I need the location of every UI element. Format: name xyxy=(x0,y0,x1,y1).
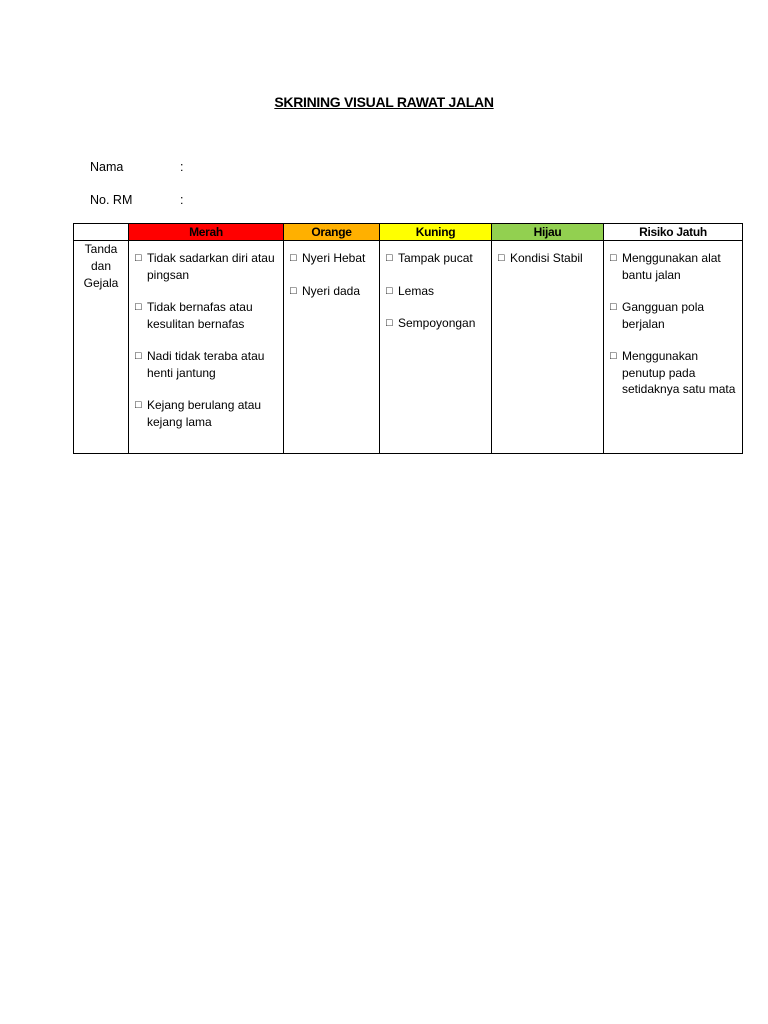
checklist-item xyxy=(610,250,736,283)
header-merah: Merah xyxy=(129,224,284,241)
checkbox-icon[interactable]: □ xyxy=(290,284,297,297)
no-rm-label: No. RM xyxy=(90,193,133,207)
checklist-item xyxy=(610,348,736,398)
checklist-item xyxy=(135,348,277,381)
header-kuning: Kuning xyxy=(380,224,492,241)
cell-orange xyxy=(284,241,380,454)
nama-label: Nama xyxy=(90,160,124,174)
checklist-item xyxy=(498,250,597,267)
checkbox-icon[interactable]: □ xyxy=(135,301,142,313)
checklist-item-label: Gangguan pola berjalan xyxy=(622,300,705,331)
checkbox-icon[interactable]: □ xyxy=(290,252,297,264)
checklist-item xyxy=(610,299,736,332)
no-rm-colon: : xyxy=(180,193,184,207)
checklist-item xyxy=(386,250,485,267)
checklist-item-label: Kondisi Stabil xyxy=(510,251,583,265)
header-orange: Orange xyxy=(284,224,380,241)
checklist-item xyxy=(135,299,277,332)
cell-hijau xyxy=(492,241,604,454)
document-title: SKRINING VISUAL RAWAT JALAN xyxy=(274,94,494,110)
checkbox-icon[interactable]: □ xyxy=(610,301,617,313)
checkbox-icon[interactable]: □ xyxy=(135,350,142,362)
checkbox-icon[interactable]: □ xyxy=(610,350,617,362)
row-label-line: Tanda xyxy=(84,242,118,256)
checklist-item-label: Tidak bernafas atau kesulitan bernafas xyxy=(147,300,253,331)
checklist-item-label: Nadi tidak teraba atau henti jantung xyxy=(147,349,265,380)
nama-colon: : xyxy=(180,160,184,174)
checklist-item-label: Tidak sadarkan diri atau pingsan xyxy=(147,251,275,282)
checklist-item xyxy=(135,250,277,283)
checkbox-icon[interactable]: □ xyxy=(498,252,505,264)
cell-risiko-jatuh xyxy=(604,241,743,454)
checklist-item-label: Nyeri Hebat xyxy=(302,251,366,265)
checkbox-icon[interactable]: □ xyxy=(610,252,617,264)
checklist-item-label: Nyeri dada xyxy=(302,283,361,298)
cell-merah xyxy=(129,241,284,454)
checkbox-icon[interactable]: □ xyxy=(386,284,393,297)
checklist-item-label: Kejang berulang atau kejang lama xyxy=(147,398,262,429)
checkbox-icon[interactable]: □ xyxy=(135,399,142,411)
no-rm-field xyxy=(90,193,183,207)
header-hijau: Hijau xyxy=(492,224,604,241)
checklist-item xyxy=(135,397,277,430)
checklist-item-label: Sempoyongan xyxy=(398,316,476,330)
checkbox-icon[interactable]: □ xyxy=(135,252,142,264)
row-label xyxy=(74,241,129,454)
checklist-item-label: Menggunakan penutup pada setidaknya satu mata xyxy=(622,349,736,396)
checkbox-icon[interactable]: □ xyxy=(386,252,393,264)
checklist-item xyxy=(290,250,373,267)
cell-kuning xyxy=(380,241,492,454)
checklist-item xyxy=(386,283,485,300)
header-empty xyxy=(74,224,129,241)
nama-field xyxy=(90,160,183,174)
checklist-item-label: Tampak pucat xyxy=(398,251,473,265)
checklist-item xyxy=(290,283,373,300)
row-label-line: dan xyxy=(90,259,112,273)
checklist-item-label: Lemas xyxy=(398,283,435,298)
triage-table xyxy=(73,223,743,454)
checkbox-icon[interactable]: □ xyxy=(386,317,393,329)
row-label-line: Gejala xyxy=(83,276,119,290)
checklist-item-label: Menggunakan alat bantu jalan xyxy=(622,251,721,282)
header-risiko-jatuh: Risiko Jatuh xyxy=(604,224,743,241)
checklist-item xyxy=(386,315,485,332)
table-row xyxy=(74,241,743,454)
header-row xyxy=(74,224,743,241)
